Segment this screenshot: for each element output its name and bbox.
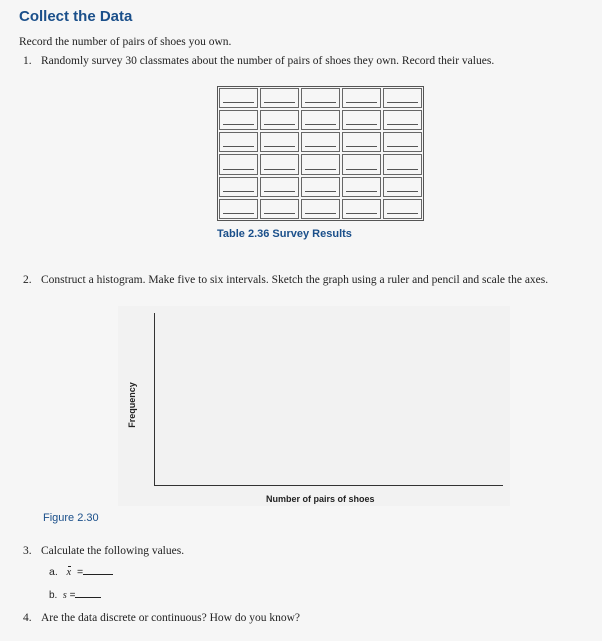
answer-blank[interactable] [83,574,113,575]
table-cell[interactable] [342,88,381,108]
x-axis [154,485,503,486]
table-cell[interactable] [301,154,340,174]
table-cell[interactable] [219,154,258,174]
table-cell[interactable] [342,177,381,197]
item-text: Calculate the following values. [41,545,185,557]
table-cell[interactable] [260,154,299,174]
list-item-3 [23,545,184,557]
equals-sign: = [69,590,76,601]
table-cell[interactable] [301,110,340,130]
y-axis [154,313,155,486]
x-axis-label: Number of pairs of shoes [266,494,375,504]
table-cell[interactable] [219,132,258,152]
survey-results-table [217,86,424,221]
table-cell[interactable] [383,132,422,152]
table-cell[interactable] [219,88,258,108]
table-cell[interactable] [301,199,340,219]
mean-symbol: x [66,567,72,578]
item-text: Randomly survey 30 classmates about the number of pairs of shoes they own. Record their values. [41,55,495,67]
table-cell[interactable] [383,88,422,108]
subitem-letter: b. [49,590,58,601]
table-cell[interactable] [260,199,299,219]
table-cell[interactable] [342,110,381,130]
item-number: 3. [23,545,32,557]
list-item-4 [23,612,300,624]
list-item-1 [23,55,494,67]
table-cell[interactable] [219,199,258,219]
histogram-canvas [118,306,510,506]
intro-text: Record the number of pairs of shoes you own. [19,36,232,48]
subitem-letter: a. [49,566,58,578]
table-cell[interactable] [260,177,299,197]
table-cell[interactable] [301,132,340,152]
figure-caption: Figure 2.30 [43,512,99,524]
table-cell[interactable] [383,110,422,130]
item-number: 2. [23,274,32,286]
answer-blank[interactable] [75,597,101,598]
table-cell[interactable] [219,177,258,197]
table-caption: Table 2.36 Survey Results [217,228,352,240]
subitem-mean [49,566,113,578]
section-heading: Collect the Data [19,8,133,25]
table-cell[interactable] [383,199,422,219]
item-number: 1. [23,55,32,67]
table-cell[interactable] [260,88,299,108]
item-text: Construct a histogram. Make five to six intervals. Sketch the graph using a ruler and pencil and scale the axes. [41,274,549,286]
list-item-2 [23,274,548,286]
table-cell[interactable] [219,110,258,130]
subitem-std-dev [49,590,101,601]
std-dev-symbol: s [62,590,67,601]
item-number: 4. [23,612,32,624]
item-text: Are the data discrete or continuous? How do you know? [41,612,300,624]
table-cell[interactable] [342,132,381,152]
table-cell[interactable] [301,88,340,108]
table-cell[interactable] [383,154,422,174]
table-cell[interactable] [383,177,422,197]
y-axis-label: Frequency [127,382,137,428]
table-cell[interactable] [342,199,381,219]
table-cell[interactable] [260,132,299,152]
table-cell[interactable] [301,177,340,197]
table-cell[interactable] [260,110,299,130]
table-cell[interactable] [342,154,381,174]
equals-sign: = [77,566,84,578]
